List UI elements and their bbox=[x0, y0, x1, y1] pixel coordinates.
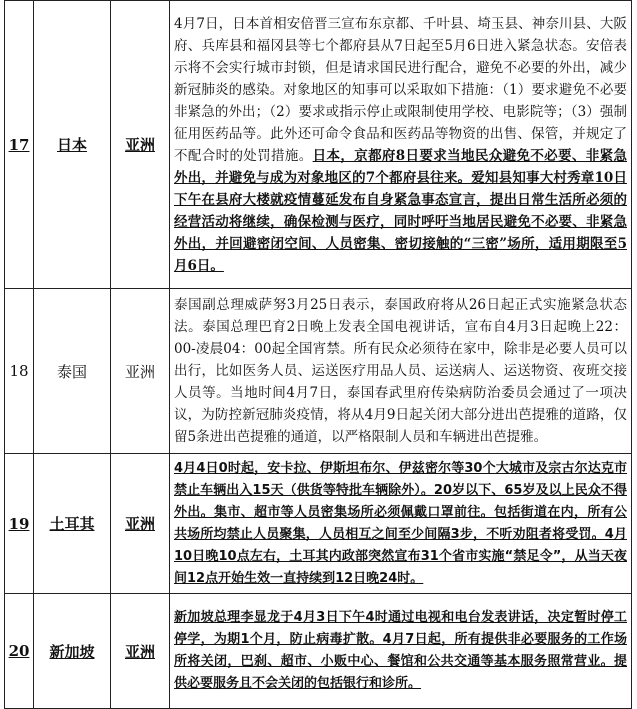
row-number: 17 bbox=[5, 1, 34, 289]
measure-description bbox=[170, 454, 632, 594]
description-bold-text: 新加坡总理李显龙于4月3日下午4时通过电视和电台发表讲话，决定暂时停工停学，为期1个月，防止病毒扩散。4月7日起，所有提供非必要服务的工作场所将关闭，巴刹、超市、小贩中心、餐馆和公共交通等基本服务照常营业。提供必要服务且不会关闭的包括银行和诊所。 bbox=[174, 610, 627, 691]
measure-description bbox=[170, 594, 632, 709]
region-name: 亚洲 bbox=[111, 594, 170, 709]
description-plain-text: 泰国副总理威萨努3月25日表示，泰国政府将从26日起正式实施紧急状态法。泰国总理巴育2日晚上发表全国电视讲话，宣布自4月3日起晚上22：00-凌晨04：00起全国宵禁。所有民众必须待在家中，除非是必要人员可以出行，比如医务人员、运送医疗用品人员、运送病人、运送物资、夜班交接人员等。当地时间4月7日，泰国春武里府传染病防治委员会通过了一项决议，为防控新冠肺炎疫情，将从4月9日起关闭大部分进出芭提雅的道路，仅留5条进出芭提雅的通道，以严格限制人员和车辆进出芭提雅。 bbox=[174, 297, 627, 445]
table-row bbox=[5, 1, 632, 289]
table-row bbox=[5, 594, 632, 709]
country-name: 日本 bbox=[34, 1, 111, 289]
row-number: 19 bbox=[5, 454, 34, 594]
description-plain-text: 4月7日，日本首相安倍晋三宣布东京都、千叶县、埼玉县、神奈川县、大阪府、兵库县和福冈县等七个都府县从7日起至5月6日进入紧急状态。安倍表示将不会实行城市封锁，但是请求国民进行配合，避免不必要的外出，减少新冠肺炎的感染。对象地区的知事可以采取如下措施：（1）要求避免不必要非紧急的外出；（2）要求或指示停止或限制使用学校、电影院等；（3）强制征用医药品等。此外还可命令食品和医药品等物资的出售、保管，并规定了不配合时的处罚措施。 bbox=[174, 15, 627, 164]
measure-description bbox=[170, 289, 632, 454]
region-name: 亚洲 bbox=[111, 454, 170, 594]
description-bold-text: 4月4日0时起，安卡拉、伊斯坦布尔、伊兹密尔等30个大城市及宗古尔达克市禁止车辆出入15天（供货等特批车辆除外）。20岁以下、65岁及以上民众不得外出。集市、超市等人员密集场所必须佩戴口罩前往。包括街道在内，所有公共场所均禁止人员聚集，人员相互之间至少间隔3步，不听劝阻者将受罚。4月10日晚10点左右，土耳其内政部突然宣布31个省市实施“禁足令”，从当天夜间12点开始生效一直持续到12日晚24时。 bbox=[174, 460, 627, 586]
country-name: 新加坡 bbox=[34, 594, 111, 709]
row-number: 18 bbox=[5, 289, 34, 454]
region-name: 亚洲 bbox=[111, 1, 170, 289]
country-name: 土耳其 bbox=[34, 454, 111, 594]
row-number: 20 bbox=[5, 594, 34, 709]
table-row bbox=[5, 454, 632, 594]
region-name: 亚洲 bbox=[111, 289, 170, 454]
table-row bbox=[5, 289, 632, 454]
country-name: 泰国 bbox=[34, 289, 111, 454]
measure-description bbox=[170, 1, 632, 289]
description-bold-text: 日本，京都府8日要求当地民众避免不必要、非紧急外出，并避免与成为对象地区的7个都府县往来。爱知县知事大村秀章10日下午在县府大楼就疫情蔓延发布自身紧急事态宣言，提出日常生活所必须的经营活动将继续，确保检测与医疗，同时呼吁当地居民避免不必要、非紧急外出，并回避密闭空间、人员密集、密切接触的“三密”场所，适用期限至5月6日。 bbox=[174, 147, 627, 274]
measures-table bbox=[4, 0, 632, 709]
